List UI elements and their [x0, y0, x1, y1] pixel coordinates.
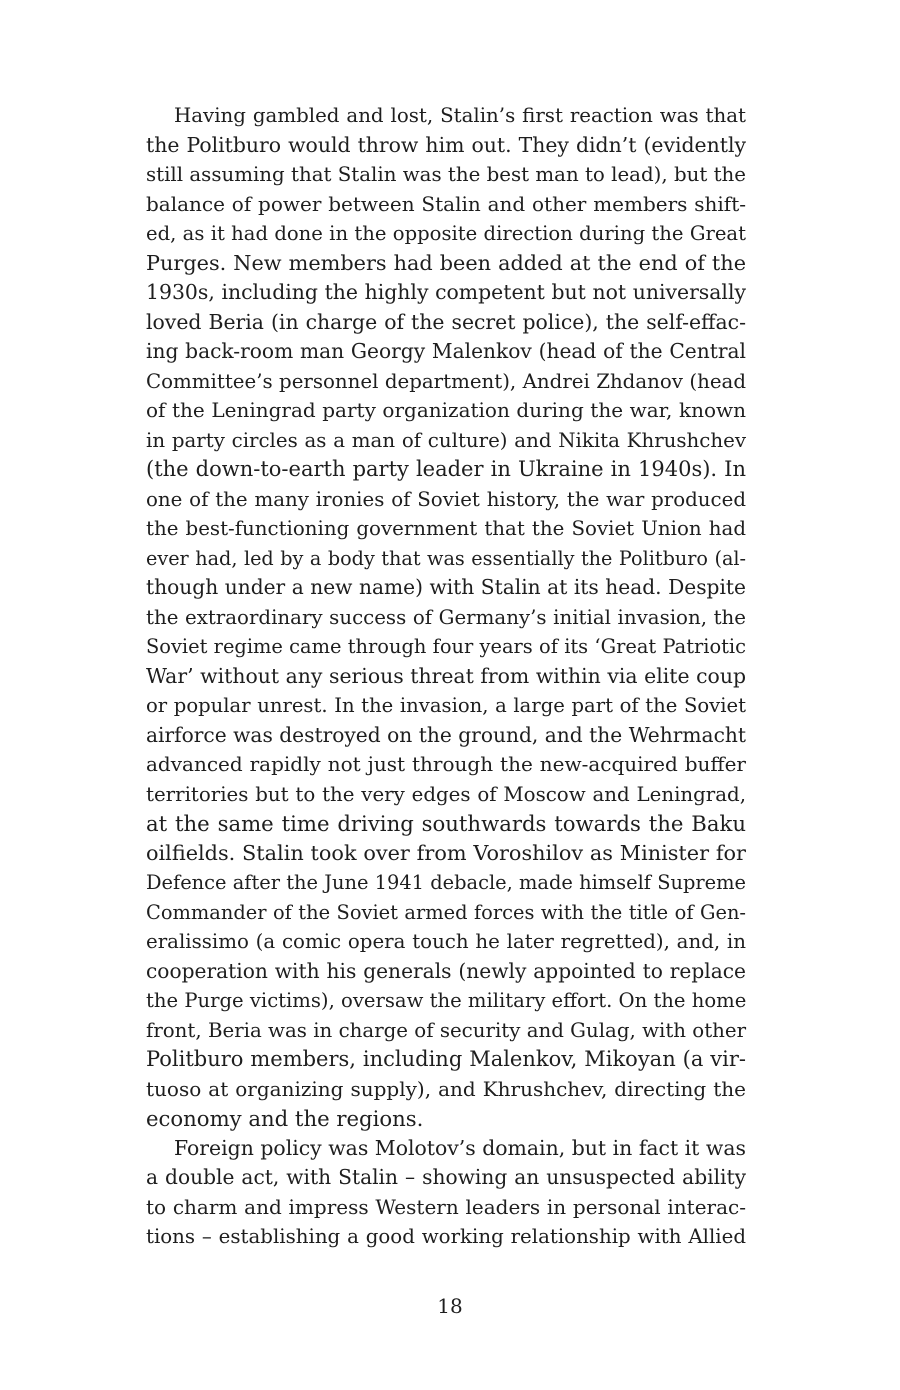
text-line: to charm and impress Western leaders in personal interac-: [146, 1194, 746, 1219]
text-line: Committee’s personnel department), Andrei Zhdanov (head: [146, 369, 746, 393]
text-line: Defence after the June 1941 debacle, made himself Supreme: [146, 871, 746, 894]
text-line: the best-functioning government that the Soviet Union had: [146, 517, 746, 540]
text-line: the Politburo would throw him out. They didn’t (evidently: [146, 132, 746, 157]
page-number: 18: [437, 1294, 463, 1318]
text-line: Purges. New members had been added at the end of the: [146, 250, 746, 275]
text-line: oilfields. Stalin took over from Voroshilov as Minister for: [146, 840, 746, 865]
text-line: eralissimo (a comic opera touch he later regretted), and, in: [146, 930, 746, 953]
text-line: territories but to the very edges of Moscow and Leningrad,: [146, 782, 746, 806]
text-line: though under a new name) with Stalin at its head. Despite: [146, 575, 746, 599]
text-line: Politburo members, including Malenkov, Mikoyan (a vir-: [146, 1047, 746, 1071]
text-line: balance of power between Stalin and other members shift-: [146, 191, 746, 216]
text-line: ever had, led by a body that was essentially the Politburo (al-: [146, 546, 746, 570]
text-line: a double act, with Stalin – showing an unsuspected ability: [146, 1165, 746, 1189]
text-line: loved Beria (in charge of the secret police), the self-effac-: [146, 309, 746, 334]
text-line: tuoso at organizing supply), and Khrushchev, directing the: [146, 1076, 746, 1101]
text-line: of the Leningrad party organization during the war, known: [146, 398, 746, 422]
text-line: front, Beria was in charge of security and Gulag, with other: [146, 1018, 747, 1042]
body-text: [146, 101, 746, 1252]
text-line: one of the many ironies of Soviet history, the war produced: [146, 487, 746, 511]
text-line: (the down-to-earth party leader in Ukraine in 1940s). In: [146, 457, 746, 481]
text-line: still assuming that Stalin was the best man to lead), but the: [146, 163, 746, 186]
text-line: War’ without any serious threat from within via elite coup: [146, 663, 746, 688]
text-line: ing back-room man Georgy Malenkov (head of the Central: [146, 339, 746, 363]
text-line: 1930s, including the highly competent but not universally: [146, 280, 746, 304]
text-line: the Purge victims), oversaw the military effort. On the home: [146, 989, 747, 1012]
text-line: the extraordinary success of Germany’s initial invasion, the: [146, 605, 746, 629]
text-line: at the same time driving southwards towards the Baku: [146, 811, 746, 836]
text-line: Soviet regime came through four years of its ‘Great Patriotic: [146, 635, 746, 658]
text-line: tions – establishing a good working relationship with Allied: [146, 1225, 746, 1248]
text-line: or popular unrest. In the invasion, a large part of the Soviet: [146, 694, 746, 717]
text-line: Foreign policy was Molotov’s domain, but in fact it was: [174, 1135, 746, 1160]
text-line: Having gambled and lost, Stalin’s first reaction was that: [174, 104, 746, 127]
text-line: in party circles as a man of culture) and Nikita Khrushchev: [146, 428, 746, 452]
text-line: cooperation with his generals (newly appointed to replace: [146, 958, 746, 983]
text-line: airforce was destroyed on the ground, and the Wehrmacht: [146, 722, 746, 747]
text-line: advanced rapidly not just through the new-acquired buffer: [146, 752, 746, 776]
text-line: economy and the regions.: [146, 1106, 424, 1131]
text-line: ed, as it had done in the opposite direction during the Great: [146, 222, 746, 245]
text-line: Commander of the Soviet armed forces with the title of Gen-: [146, 900, 746, 924]
